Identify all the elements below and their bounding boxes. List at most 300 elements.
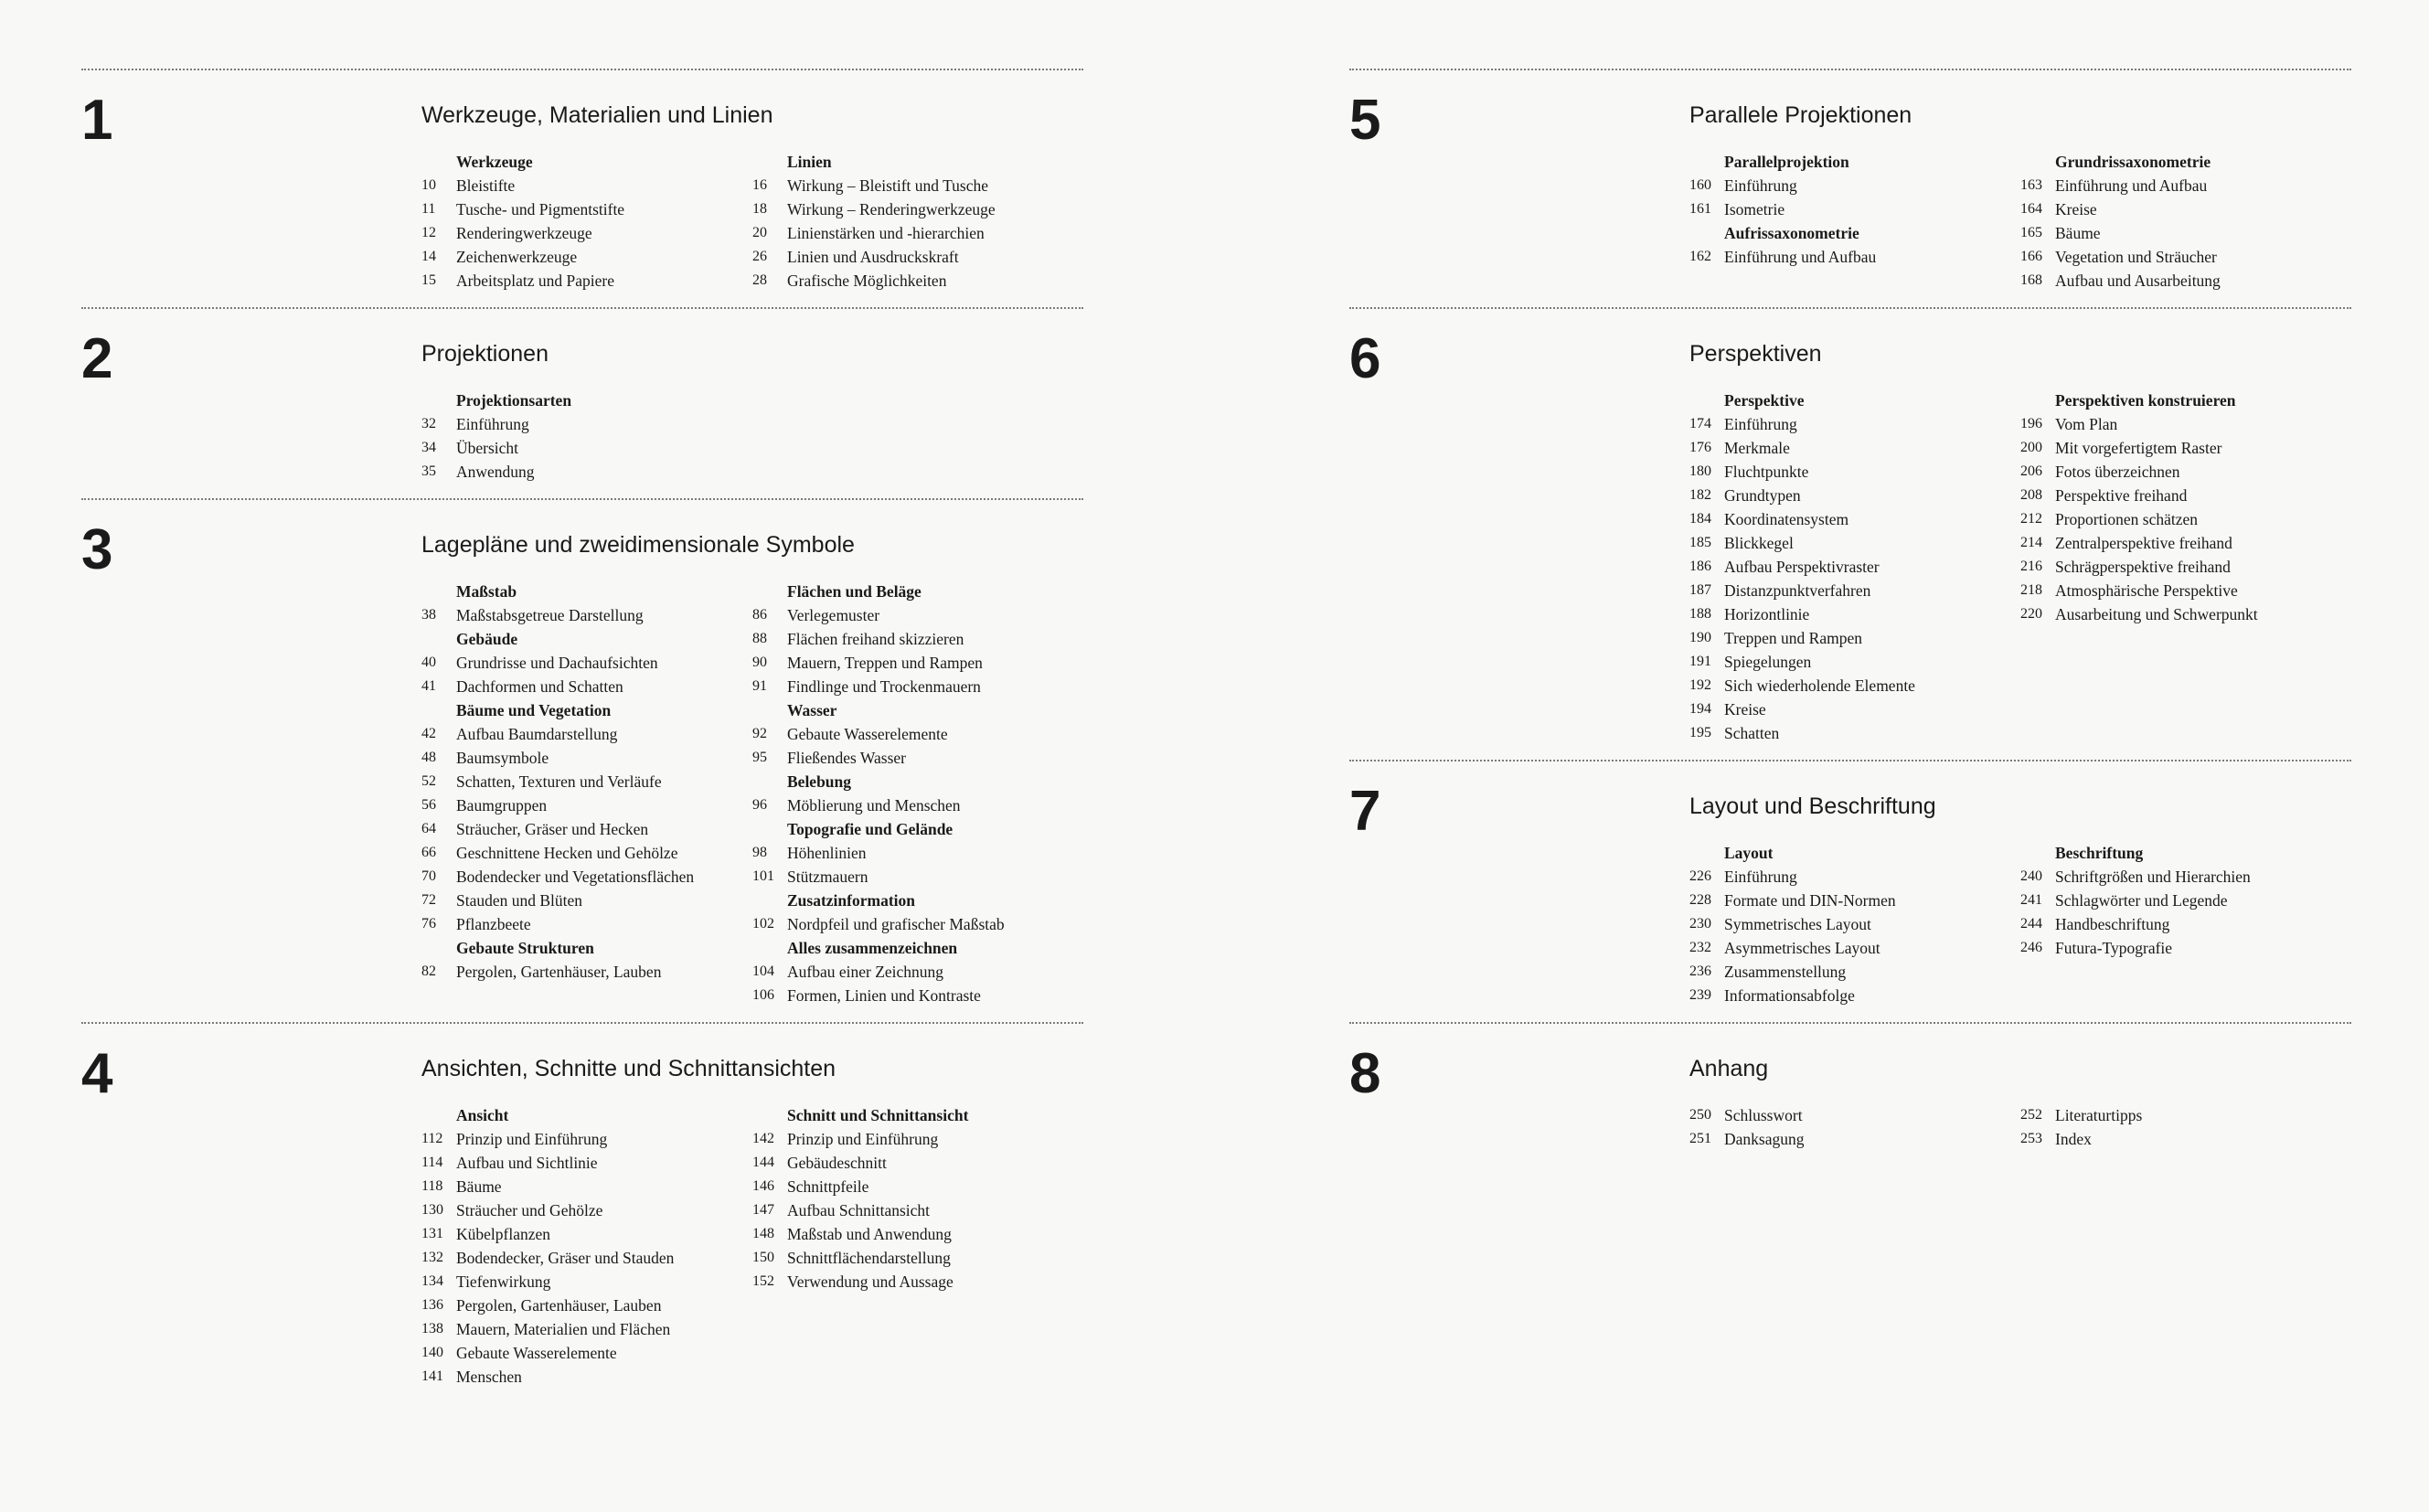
entry-title: Fluchtpunkte bbox=[1724, 463, 1809, 481]
toc-entry[interactable] bbox=[421, 651, 752, 675]
entry-title: Möblierung und Menschen bbox=[787, 796, 961, 815]
toc-entry[interactable] bbox=[1689, 531, 2020, 555]
toc-entry[interactable] bbox=[2020, 602, 2351, 626]
entry-title: Schriftgrößen und Hierarchien bbox=[2055, 868, 2251, 886]
chapter-section bbox=[1349, 69, 2351, 307]
entry-title: Pergolen, Gartenhäuser, Lauben bbox=[456, 1296, 662, 1315]
toc-entry[interactable] bbox=[421, 793, 752, 817]
entry-title: Symmetrisches Layout bbox=[1724, 915, 1871, 933]
toc-entry[interactable] bbox=[752, 221, 1083, 245]
entry-title: Grafische Möglichkeiten bbox=[787, 272, 947, 290]
page-number: 34 bbox=[421, 440, 436, 455]
toc-entry[interactable] bbox=[1689, 912, 2020, 936]
toc-entry[interactable] bbox=[1689, 960, 2020, 984]
page-number: 40 bbox=[421, 655, 436, 670]
entry-title: Höhenlinien bbox=[787, 844, 867, 862]
page-number: 168 bbox=[2020, 272, 2042, 288]
page-number bbox=[2020, 841, 2055, 865]
page-number: 191 bbox=[1689, 654, 1711, 669]
page-number: 88 bbox=[752, 631, 767, 646]
section-heading bbox=[421, 150, 752, 174]
toc-entry[interactable] bbox=[1689, 174, 2020, 197]
entry-title: Sträucher, Gräser und Hecken bbox=[456, 820, 649, 838]
toc-entry[interactable] bbox=[2020, 507, 2351, 531]
toc-entry[interactable] bbox=[421, 1222, 752, 1246]
toc-entry[interactable] bbox=[752, 1222, 1083, 1246]
section-heading-text: Alles zusammenzeichnen bbox=[787, 939, 958, 957]
section-heading-text: Bäume und Vegetation bbox=[456, 701, 612, 719]
toc-entry[interactable] bbox=[421, 1198, 752, 1222]
toc-entry[interactable] bbox=[421, 912, 752, 936]
toc-entry[interactable] bbox=[421, 746, 752, 770]
entry-title: Vom Plan bbox=[2055, 415, 2118, 433]
section-heading bbox=[421, 1103, 752, 1127]
page-number: 141 bbox=[421, 1368, 443, 1384]
page-number: 214 bbox=[2020, 535, 2042, 550]
chapter-number: 4 bbox=[81, 1042, 113, 1105]
chapter-body bbox=[421, 1024, 1083, 1389]
page-number: 28 bbox=[752, 272, 767, 288]
entry-title: Einführung bbox=[1724, 176, 1797, 195]
page-number: 236 bbox=[1689, 964, 1711, 979]
toc-entry[interactable] bbox=[752, 1127, 1083, 1151]
entry-title: Mauern, Materialien und Flächen bbox=[456, 1320, 671, 1338]
page-number: 41 bbox=[421, 678, 436, 694]
page-number: 196 bbox=[2020, 416, 2042, 431]
entry-title: Futura-Typografie bbox=[2055, 939, 2173, 957]
toc-entry[interactable] bbox=[1689, 626, 2020, 650]
page-number: 98 bbox=[752, 845, 767, 860]
toc-entry[interactable] bbox=[2020, 174, 2351, 197]
page-number: 232 bbox=[1689, 940, 1711, 955]
chapter-body bbox=[421, 500, 1083, 1007]
toc-entry[interactable] bbox=[752, 865, 1083, 889]
toc-entry[interactable] bbox=[1689, 460, 2020, 484]
entry-title: Asymmetrisches Layout bbox=[1724, 939, 1880, 957]
chapter-title: Ansichten, Schnitte und Schnittansichten bbox=[421, 1056, 836, 1081]
page-number: 144 bbox=[752, 1155, 774, 1170]
page-number: 251 bbox=[1689, 1131, 1711, 1146]
entry-title: Flächen freihand skizzieren bbox=[787, 630, 964, 648]
entry-title: Merkmale bbox=[1724, 439, 1790, 457]
section-heading-text: Layout bbox=[1724, 844, 1774, 862]
section-heading bbox=[1689, 841, 2020, 865]
entry-title: Blickkegel bbox=[1724, 534, 1794, 552]
toc-entry[interactable] bbox=[752, 197, 1083, 221]
entry-title: Schlusswort bbox=[1724, 1106, 1803, 1124]
page-number bbox=[752, 770, 787, 793]
toc-right-page bbox=[1349, 69, 2351, 1166]
toc-entry[interactable] bbox=[1689, 507, 2020, 531]
toc-entry[interactable] bbox=[1689, 984, 2020, 1007]
toc-entry[interactable] bbox=[752, 1246, 1083, 1270]
page-number: 114 bbox=[421, 1155, 443, 1170]
page-number: 101 bbox=[752, 868, 774, 884]
toc-entry[interactable] bbox=[421, 412, 752, 436]
toc-entry[interactable] bbox=[421, 603, 752, 627]
page-number: 148 bbox=[752, 1226, 774, 1241]
chapter-entries bbox=[1689, 1103, 2351, 1151]
toc-entry[interactable] bbox=[2020, 912, 2351, 936]
toc-entry[interactable] bbox=[752, 1175, 1083, 1198]
toc-entry[interactable] bbox=[752, 793, 1083, 817]
toc-entry[interactable] bbox=[421, 1270, 752, 1294]
page-number: 95 bbox=[752, 750, 767, 765]
chapter-section bbox=[81, 1022, 1083, 1403]
toc-entry[interactable] bbox=[421, 1246, 752, 1270]
entry-title: Ausarbeitung und Schwerpunkt bbox=[2055, 605, 2258, 623]
toc-entry[interactable] bbox=[752, 651, 1083, 675]
toc-entry[interactable] bbox=[2020, 936, 2351, 960]
toc-entry[interactable] bbox=[752, 603, 1083, 627]
section-heading-text: Parallelprojektion bbox=[1724, 153, 1849, 171]
page-number bbox=[752, 889, 787, 912]
entry-title: Aufbau und Ausarbeitung bbox=[2055, 272, 2221, 290]
page-number: 166 bbox=[2020, 249, 2042, 264]
toc-entry[interactable] bbox=[421, 889, 752, 912]
section-heading bbox=[421, 698, 752, 722]
entry-title: Übersicht bbox=[456, 439, 519, 457]
page-number: 140 bbox=[421, 1345, 443, 1360]
toc-entry[interactable] bbox=[421, 865, 752, 889]
entry-title: Bodendecker und Vegetationsflächen bbox=[456, 868, 695, 886]
chapter-number: 1 bbox=[81, 89, 113, 152]
entry-title: Schrägperspektive freihand bbox=[2055, 558, 2231, 576]
section-heading bbox=[2020, 389, 2351, 412]
toc-entry[interactable] bbox=[752, 1270, 1083, 1294]
section-heading-text: Flächen und Beläge bbox=[787, 582, 922, 601]
page-number: 14 bbox=[421, 249, 436, 264]
toc-entry[interactable] bbox=[421, 197, 752, 221]
page-number bbox=[421, 1103, 456, 1127]
page-number: 72 bbox=[421, 892, 436, 908]
page-number: 228 bbox=[1689, 892, 1711, 908]
entry-title: Tusche- und Pigmentstifte bbox=[456, 200, 625, 218]
section-heading bbox=[421, 627, 752, 651]
toc-entry[interactable] bbox=[1689, 579, 2020, 602]
page-number: 76 bbox=[421, 916, 436, 932]
entry-title: Fließendes Wasser bbox=[787, 749, 906, 767]
page-number: 56 bbox=[421, 797, 436, 813]
section-heading bbox=[2020, 150, 2351, 174]
entry-column bbox=[1689, 1103, 2020, 1151]
entry-column bbox=[2020, 841, 2351, 1007]
entry-title: Fotos überzeichnen bbox=[2055, 463, 2180, 481]
entry-title: Geschnittene Hecken und Gehölze bbox=[456, 844, 678, 862]
section-heading-text: Aufrissaxonometrie bbox=[1724, 224, 1859, 242]
page-number: 70 bbox=[421, 868, 436, 884]
entry-title: Schnittpfeile bbox=[787, 1177, 869, 1196]
toc-entry[interactable] bbox=[1689, 936, 2020, 960]
toc-entry[interactable] bbox=[752, 841, 1083, 865]
toc-entry[interactable] bbox=[2020, 555, 2351, 579]
page-number: 138 bbox=[421, 1321, 443, 1336]
chapter-entries bbox=[1689, 841, 2351, 1007]
toc-entry[interactable] bbox=[1689, 1103, 2020, 1127]
entry-title: Sträucher und Gehölze bbox=[456, 1201, 603, 1219]
page-number: 230 bbox=[1689, 916, 1711, 932]
entry-title: Treppen und Rampen bbox=[1724, 629, 1863, 647]
toc-entry[interactable] bbox=[421, 460, 752, 484]
page-number: 142 bbox=[752, 1131, 774, 1146]
toc-entry[interactable] bbox=[421, 770, 752, 793]
page-number: 15 bbox=[421, 272, 436, 288]
chapter-section bbox=[1349, 307, 2351, 760]
entry-title: Aufbau Schnittansicht bbox=[787, 1201, 931, 1219]
page-number bbox=[1689, 841, 1724, 865]
entry-title: Pflanzbeete bbox=[456, 915, 531, 933]
toc-entry[interactable] bbox=[421, 1365, 752, 1389]
page-number: 212 bbox=[2020, 511, 2042, 527]
page-number: 18 bbox=[752, 201, 767, 217]
toc-entry[interactable] bbox=[1689, 555, 2020, 579]
entry-title: Isometrie bbox=[1724, 200, 1785, 218]
toc-entry[interactable] bbox=[421, 245, 752, 269]
chapter-number: 6 bbox=[1349, 327, 1381, 390]
entry-title: Maßstabsgetreue Darstellung bbox=[456, 606, 644, 624]
chapter-title: Perspektiven bbox=[1689, 341, 1822, 367]
chapter-number: 3 bbox=[81, 518, 113, 581]
toc-entry[interactable] bbox=[2020, 245, 2351, 269]
entry-title: Prinzip und Einführung bbox=[456, 1130, 608, 1148]
toc-entry[interactable] bbox=[2020, 1127, 2351, 1151]
toc-entry[interactable] bbox=[2020, 1103, 2351, 1127]
entry-title: Wirkung – Renderingwerkzeuge bbox=[787, 200, 996, 218]
page-number: 130 bbox=[421, 1202, 443, 1218]
section-heading-text: Linien bbox=[787, 153, 832, 171]
toc-entry[interactable] bbox=[1689, 721, 2020, 745]
toc-entry[interactable] bbox=[2020, 579, 2351, 602]
page-number: 38 bbox=[421, 607, 436, 623]
entry-title: Zusammenstellung bbox=[1724, 963, 1847, 981]
toc-entry[interactable] bbox=[1689, 412, 2020, 436]
toc-entry[interactable] bbox=[752, 627, 1083, 651]
entry-title: Menschen bbox=[456, 1368, 522, 1386]
entry-title: Koordinatensystem bbox=[1724, 510, 1849, 528]
entry-title: Aufbau Perspektivraster bbox=[1724, 558, 1880, 576]
entry-column bbox=[752, 150, 1083, 293]
entry-column bbox=[421, 1103, 752, 1389]
toc-entry[interactable] bbox=[1689, 245, 2020, 269]
toc-entry[interactable] bbox=[1689, 865, 2020, 889]
toc-entry[interactable] bbox=[421, 269, 752, 293]
chapter-body bbox=[1689, 1024, 2351, 1151]
entry-title: Pergolen, Gartenhäuser, Lauben bbox=[456, 963, 662, 981]
toc-entry[interactable] bbox=[752, 1198, 1083, 1222]
entry-title: Dachformen und Schatten bbox=[456, 677, 623, 696]
entry-column bbox=[421, 389, 752, 484]
page-number: 150 bbox=[752, 1250, 774, 1265]
toc-entry[interactable] bbox=[1689, 602, 2020, 626]
section-heading-text: Gebäude bbox=[456, 630, 518, 648]
entry-title: Linienstärken und -hierarchien bbox=[787, 224, 985, 242]
toc-entry[interactable] bbox=[421, 960, 752, 984]
page-number bbox=[752, 1103, 787, 1127]
chapter-title: Parallele Projektionen bbox=[1689, 102, 1912, 128]
toc-entry[interactable] bbox=[1689, 697, 2020, 721]
toc-entry[interactable] bbox=[1689, 436, 2020, 460]
toc-entry[interactable] bbox=[421, 1294, 752, 1317]
toc-entry[interactable] bbox=[752, 269, 1083, 293]
toc-entry[interactable] bbox=[1689, 484, 2020, 507]
toc-entry[interactable] bbox=[752, 746, 1083, 770]
entry-title: Stauden und Blüten bbox=[456, 891, 583, 910]
section-heading bbox=[752, 580, 1083, 603]
page-number bbox=[752, 817, 787, 841]
toc-entry[interactable] bbox=[2020, 889, 2351, 912]
page-number bbox=[752, 936, 787, 960]
toc-entry[interactable] bbox=[421, 1341, 752, 1365]
page-number: 195 bbox=[1689, 725, 1711, 740]
entry-column bbox=[2020, 150, 2351, 293]
section-heading bbox=[752, 936, 1083, 960]
section-heading bbox=[752, 817, 1083, 841]
toc-entry[interactable] bbox=[421, 436, 752, 460]
page-number: 10 bbox=[421, 177, 436, 193]
page-number: 174 bbox=[1689, 416, 1711, 431]
section-heading bbox=[752, 698, 1083, 722]
page-number: 165 bbox=[2020, 225, 2042, 240]
chapter-title: Werkzeuge, Materialien und Linien bbox=[421, 102, 773, 128]
entry-title: Horizontlinie bbox=[1724, 605, 1810, 623]
toc-entry[interactable] bbox=[2020, 269, 2351, 293]
entry-title: Einführung bbox=[456, 415, 529, 433]
toc-entry[interactable] bbox=[2020, 484, 2351, 507]
entry-title: Einführung bbox=[1724, 868, 1797, 886]
entry-title: Aufbau einer Zeichnung bbox=[787, 963, 944, 981]
chapter-entries bbox=[421, 580, 1083, 1007]
entry-title: Tiefenwirkung bbox=[456, 1272, 551, 1291]
page-number: 220 bbox=[2020, 606, 2042, 622]
entry-title: Sich wiederholende Elemente bbox=[1724, 676, 1915, 695]
entry-title: Vegetation und Sträucher bbox=[2055, 248, 2217, 266]
page-number: 82 bbox=[421, 964, 436, 979]
entry-title: Gebaute Wasserelemente bbox=[456, 1344, 617, 1362]
page-number: 131 bbox=[421, 1226, 443, 1241]
section-heading-text: Maßstab bbox=[456, 582, 517, 601]
chapter-section bbox=[1349, 760, 2351, 1022]
entry-title: Grundrisse und Dachaufsichten bbox=[456, 654, 658, 672]
toc-entry[interactable] bbox=[2020, 865, 2351, 889]
page-number: 252 bbox=[2020, 1107, 2042, 1123]
page-number: 185 bbox=[1689, 535, 1711, 550]
toc-entry[interactable] bbox=[421, 1127, 752, 1151]
page-number: 162 bbox=[1689, 249, 1711, 264]
entry-title: Formate und DIN-Normen bbox=[1724, 891, 1896, 910]
entry-title: Kübelpflanzen bbox=[456, 1225, 551, 1243]
toc-entry[interactable] bbox=[752, 675, 1083, 698]
page-number: 134 bbox=[421, 1273, 443, 1289]
toc-entry[interactable] bbox=[421, 174, 752, 197]
section-heading-text: Perspektive bbox=[1724, 391, 1805, 410]
chapter-section bbox=[1349, 1022, 2351, 1166]
toc-entry[interactable] bbox=[752, 245, 1083, 269]
chapter-number: 7 bbox=[1349, 780, 1381, 843]
toc-entry[interactable] bbox=[1689, 674, 2020, 697]
page-number: 244 bbox=[2020, 916, 2042, 932]
toc-entry[interactable] bbox=[1689, 197, 2020, 221]
page-number bbox=[752, 150, 787, 174]
page-number: 250 bbox=[1689, 1107, 1711, 1123]
toc-entry[interactable] bbox=[2020, 197, 2351, 221]
section-heading bbox=[1689, 221, 2020, 245]
entry-column bbox=[752, 389, 1083, 484]
page-number: 239 bbox=[1689, 987, 1711, 1003]
page-number bbox=[421, 936, 456, 960]
entry-title: Mit vorgefertigtem Raster bbox=[2055, 439, 2222, 457]
section-heading-text: Perspektiven konstruieren bbox=[2055, 391, 2236, 410]
entry-title: Bleistifte bbox=[456, 176, 516, 195]
page-number: 64 bbox=[421, 821, 436, 836]
toc-entry[interactable] bbox=[752, 1151, 1083, 1175]
toc-entry[interactable] bbox=[1689, 1127, 2020, 1151]
toc-entry[interactable] bbox=[1689, 650, 2020, 674]
toc-entry[interactable] bbox=[752, 174, 1083, 197]
section-heading bbox=[1689, 150, 2020, 174]
page-number: 52 bbox=[421, 773, 436, 789]
chapter-entries bbox=[1689, 150, 2351, 293]
section-heading-text: Schnitt und Schnittansicht bbox=[787, 1106, 969, 1124]
section-heading-text: Belebung bbox=[787, 772, 852, 791]
section-heading-text: Beschriftung bbox=[2055, 844, 2144, 862]
page-number: 161 bbox=[1689, 201, 1711, 217]
entry-title: Verlegemuster bbox=[787, 606, 880, 624]
page-number bbox=[2020, 150, 2055, 174]
page-number: 192 bbox=[1689, 677, 1711, 693]
chapter-section bbox=[81, 498, 1083, 1022]
toc-entry[interactable] bbox=[752, 722, 1083, 746]
page-number: 240 bbox=[2020, 868, 2042, 884]
page-number: 160 bbox=[1689, 177, 1711, 193]
toc-entry[interactable] bbox=[421, 817, 752, 841]
page-number: 11 bbox=[421, 201, 436, 217]
toc-entry[interactable] bbox=[2020, 221, 2351, 245]
toc-entry[interactable] bbox=[421, 722, 752, 746]
page-number: 164 bbox=[2020, 201, 2042, 217]
page-number: 132 bbox=[421, 1250, 443, 1265]
toc-entry[interactable] bbox=[421, 1175, 752, 1198]
toc-entry[interactable] bbox=[421, 841, 752, 865]
toc-entry[interactable] bbox=[2020, 531, 2351, 555]
chapter-section bbox=[81, 307, 1083, 498]
toc-entry[interactable] bbox=[1689, 889, 2020, 912]
chapter-title: Lagepläne und zweidimensionale Symbole bbox=[421, 532, 855, 558]
page-number: 152 bbox=[752, 1273, 774, 1289]
page-number: 32 bbox=[421, 416, 436, 431]
page-number: 104 bbox=[752, 964, 774, 979]
section-heading-text: Zusatzinformation bbox=[787, 891, 915, 910]
toc-entry[interactable] bbox=[421, 221, 752, 245]
toc-entry[interactable] bbox=[752, 960, 1083, 984]
page-number bbox=[421, 580, 456, 603]
entry-title: Einführung und Aufbau bbox=[2055, 176, 2208, 195]
toc-entry[interactable] bbox=[421, 1151, 752, 1175]
entry-title: Mauern, Treppen und Rampen bbox=[787, 654, 983, 672]
page-number: 176 bbox=[1689, 440, 1711, 455]
toc-left-page bbox=[81, 69, 1083, 1403]
toc-entry[interactable] bbox=[2020, 412, 2351, 436]
page-number bbox=[752, 580, 787, 603]
toc-entry[interactable] bbox=[421, 675, 752, 698]
entry-title: Handbeschriftung bbox=[2055, 915, 2170, 933]
section-heading-text: Topografie und Gelände bbox=[787, 820, 953, 838]
page-number: 186 bbox=[1689, 559, 1711, 574]
toc-entry[interactable] bbox=[752, 984, 1083, 1007]
toc-entry[interactable] bbox=[2020, 436, 2351, 460]
toc-entry[interactable] bbox=[421, 1317, 752, 1341]
toc-entry[interactable] bbox=[2020, 460, 2351, 484]
toc-entry[interactable] bbox=[752, 912, 1083, 936]
